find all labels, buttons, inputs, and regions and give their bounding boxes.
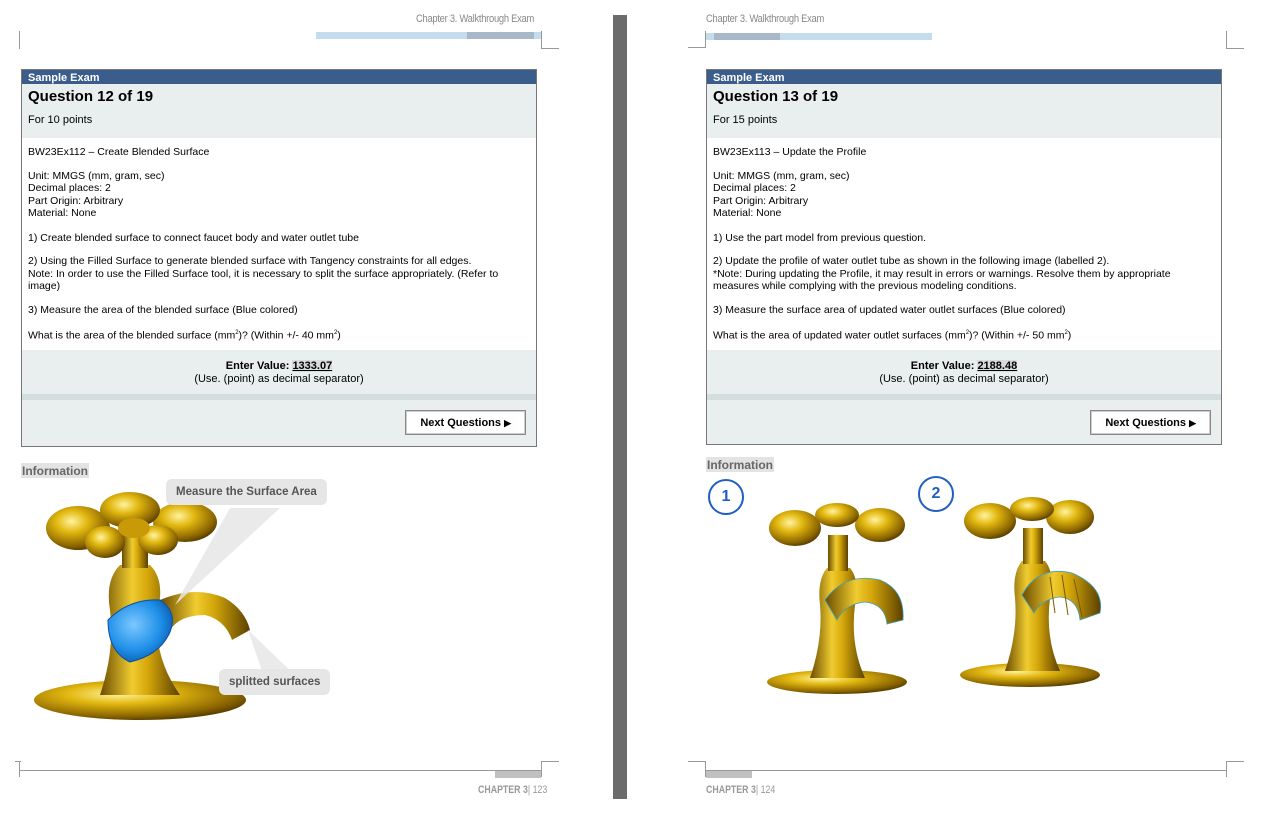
step-2: [28, 255, 530, 293]
question-text: [28, 327, 530, 342]
right-footer: [706, 784, 775, 796]
question-text: [713, 327, 1215, 342]
next-button-label: Next Questions: [1105, 417, 1187, 429]
faucet-original-image: [765, 500, 910, 695]
separator-note: (Use. (point) as decimal separator): [194, 373, 364, 385]
question-body: [707, 138, 1221, 350]
page-spine: [613, 15, 627, 799]
question-code-title: BW23Ex112 – Create Blended Surface: [28, 146, 210, 158]
step-2-note: Note: In order to use the Filled Surface tool, it is necessary to split the surface appropriately. (Refer to image): [28, 267, 499, 292]
question-text-c: ): [1067, 329, 1072, 342]
left-exam-panel: [21, 69, 537, 447]
question-text-c: ): [337, 329, 341, 342]
step-1: 1) Create blended surface to connect faucet body and water outlet tube: [28, 231, 359, 244]
crop-mark: [19, 31, 20, 49]
left-footer: [478, 784, 547, 796]
unit-line: Material: None: [28, 207, 97, 219]
right-information-label: Information: [707, 458, 773, 472]
question-text-b: )? (Within +/- 40 mm: [238, 329, 334, 342]
footer-bar: [706, 771, 752, 778]
crop-mark: [541, 48, 559, 49]
left-chapter-header: Chapter 3. Walkthrough Exam: [416, 13, 535, 25]
step-3: 3) Measure the area of the blended surface (Blue colored): [28, 303, 298, 316]
nav-bar: [22, 400, 536, 446]
question-text-a: What is the area of updated water outlet surfaces (mm: [713, 329, 966, 342]
nav-bar: [707, 400, 1221, 444]
faucet-updated-image: [960, 495, 1105, 690]
label-1-badge: 1: [708, 479, 744, 515]
step-2: [713, 255, 1215, 293]
question-points: For 15 points: [713, 114, 778, 126]
question-header: [707, 84, 1221, 138]
answer-value[interactable]: 1333.07: [292, 360, 333, 372]
crop-mark: [688, 47, 706, 48]
crop-mark: [541, 761, 559, 762]
step-2-note: *Note: During updating the Profile, it may result in errors or warnings. Resolve them by appropriate measures while complying with the previous modeling conditions.: [713, 267, 1171, 292]
left-information-label: Information: [22, 464, 88, 478]
footer-rule: [706, 770, 1226, 771]
label-2-badge: 2: [918, 476, 954, 512]
crop-mark: [688, 761, 706, 762]
question-text-b: )? (Within +/- 50 mm: [969, 329, 1065, 342]
answer-value[interactable]: 2188.48: [977, 360, 1018, 372]
question-text-a: What is the area of the blended surface (mm: [28, 329, 236, 342]
footer-rule: [20, 770, 542, 771]
unit-line: Part Origin: Arbitrary: [713, 194, 809, 207]
crop-mark: [19, 761, 20, 777]
callout-splitted-surfaces: splitted surfaces: [219, 669, 330, 695]
right-exam-panel: [706, 69, 1222, 445]
footer-chapter: CHAPTER 3: [706, 784, 756, 796]
triangle-right-icon: ▶: [504, 418, 511, 428]
unit-list: [28, 170, 530, 220]
crop-mark: [1226, 761, 1244, 762]
question-body: [22, 138, 536, 350]
step-2-text: 2) Using the Filled Surface to generate blended surface with Tangency constraints for all edges.: [28, 255, 472, 267]
question-code-title: BW23Ex113 – Update the Profile: [713, 146, 867, 158]
right-chapter-header: Chapter 3. Walkthrough Exam: [706, 13, 825, 25]
crop-mark: [1226, 48, 1244, 49]
unit-line: Part Origin: Arbitrary: [28, 194, 124, 207]
question-header: [22, 84, 536, 138]
sup: 2: [333, 330, 338, 336]
enter-value-label: Enter Value:: [225, 360, 293, 372]
question-points: For 10 points: [28, 114, 93, 126]
unit-line: Decimal places: 2: [28, 182, 111, 194]
next-questions-button[interactable]: [1090, 410, 1211, 435]
unit-line: Material: None: [713, 207, 782, 219]
enter-value-label: Enter Value:: [910, 360, 978, 372]
footer-page-number: | 124: [755, 784, 776, 796]
exam-label: Sample Exam: [707, 70, 1221, 84]
right-header-bar-accent: [714, 33, 780, 40]
separator-note: (Use. (point) as decimal separator): [879, 373, 1049, 385]
crop-mark: [705, 31, 706, 48]
unit-line: Unit: MMGS (mm, gram, sec): [713, 169, 850, 182]
answer-area: [707, 350, 1221, 394]
sup: 2: [965, 330, 970, 336]
triangle-right-icon: ▶: [1189, 418, 1196, 428]
step-3: 3) Measure the surface area of updated water outlet surfaces (Blue colored): [713, 303, 1066, 316]
unit-line: Decimal places: 2: [713, 182, 796, 194]
question-title: Question 12 of 19: [28, 88, 154, 105]
crop-mark: [15, 761, 21, 762]
sup: 2: [235, 330, 239, 336]
step-1: 1) Use the part model from previous question.: [713, 231, 927, 244]
answer-area: [22, 350, 536, 394]
footer-chapter: CHAPTER 3: [478, 784, 528, 796]
footer-bar: [495, 771, 541, 778]
unit-line: Unit: MMGS (mm, gram, sec): [28, 169, 165, 182]
crop-mark: [541, 31, 542, 49]
left-header-bar-accent: [467, 32, 534, 39]
question-title: Question 13 of 19: [713, 88, 839, 105]
sup: 2: [1064, 330, 1068, 336]
crop-mark: [1226, 31, 1227, 49]
next-questions-button[interactable]: [405, 410, 526, 435]
next-button-label: Next Questions: [420, 417, 502, 429]
crop-mark: [541, 761, 542, 777]
unit-list: [713, 170, 1215, 220]
callout-measure-surface: Measure the Surface Area: [166, 479, 327, 505]
exam-label: Sample Exam: [22, 70, 536, 84]
step-2-text: 2) Update the profile of water outlet tube as shown in the following image (labelled 2).: [713, 255, 1110, 267]
footer-page-number: | 123: [527, 784, 548, 796]
crop-mark: [1226, 761, 1227, 777]
